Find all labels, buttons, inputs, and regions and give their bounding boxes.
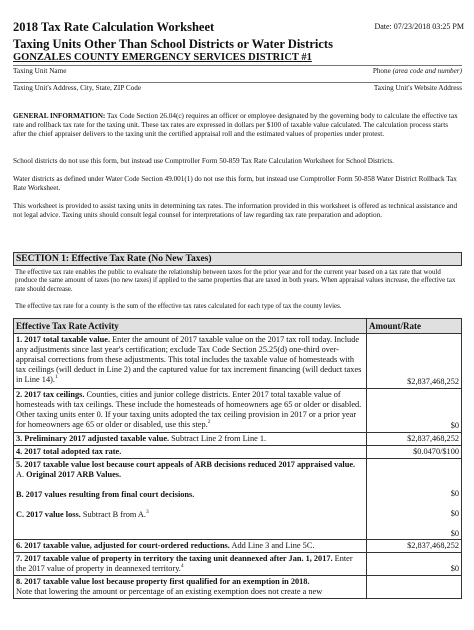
- line-6-amount: $2,837,468,252: [367, 540, 462, 553]
- section1-intro: The effective tax rate enables the public to evaluate the relationship between taxes for the prior year and for the current year based on a tax rate that would produce the same amount of taxes (no new taxes) if applied to the same properties that are taxed in both years. When appraisal values increase, the effective tax rate should decrease.: [15, 269, 456, 293]
- table-row: [14, 334, 462, 389]
- line-8-amount: [367, 576, 462, 599]
- worksheet-title: 2018 Tax Rate Calculation Worksheet: [13, 20, 215, 34]
- table-row: [14, 459, 462, 540]
- line-4-amount: $0.0470/$100: [367, 446, 462, 459]
- line-8-description: 8. 2017 taxable value lost because property first qualified for an exemption in 2018. Note that lowering the amount or percentage of an existing exemption does not create a new: [14, 576, 367, 599]
- line-5c-label: C. 2017 value loss. Subtract B from A.$^3$: [16, 509, 149, 519]
- line-3-description: 3. Preliminary 2017 adjusted taxable value. Subtract Line 2 from Line 1.: [14, 433, 367, 446]
- water-district-note: Water districts as defined under Water Code Section 49.001(1) do not use this form, but instead use Comptroller Form 50-858 Water District Rollback Tax Rate Worksheet.: [13, 175, 457, 192]
- divider: [13, 65, 462, 66]
- general-information-text: Tax Code Section 26.04(c) requires an officer or employee designated by the governing body to calculate the effective tax rate and rollback tax rate for the taxing unit. These tax rates are expressed in dollars per $100 of taxable value calculated. The calculation process starts after the chief appraiser delivers to the taxing unit the certified appraisal roll and the estimated values of properties under protest.: [13, 112, 458, 138]
- line-5c-amount: $0: [450, 529, 459, 538]
- section1-county-note: The effective tax rate for a county is the sum of the effective tax rates calculated for each type of tax the county levies.: [15, 303, 342, 310]
- worksheet-subtitle: Taxing Units Other Than School Districts or Water Districts: [13, 37, 333, 51]
- line-4-description: 4. 2017 total adopted tax rate.: [14, 446, 367, 459]
- table-row: [14, 433, 462, 446]
- table-header: [14, 319, 462, 334]
- print-date: Date: 07/23/2018 03:25 PM: [374, 22, 464, 31]
- table-row: [14, 446, 462, 459]
- table-row: [14, 576, 462, 599]
- line-5b-label: B. 2017 values resulting from final court decisions.: [16, 490, 195, 499]
- assistance-disclaimer: This worksheet is provided to assist taxing units in determining tax rates. The information provided in this worksheet is offered as technical assistance and not legal advice. Taxing units should consult legal counsel for interpretations of law regarding tax rate preparation and adoption.: [13, 202, 458, 219]
- district-name: GONZALES COUNTY EMERGENCY SERVICES DISTRICT #1: [13, 52, 312, 63]
- line-2-amount: $0: [367, 389, 462, 433]
- line-2-description: 2. 2017 tax ceilings. Counties, cities and junior college districts. Enter 2017 total taxable value of homesteads with tax ceilings. These include the homesteads of homeowners age 65 or older or disabled. Other taxing units enter 0. If your taxing units adopted the tax ceiling provision in 2017 or a prior year for homeowners age 65 or older or disabled, use this step.$^2$: [14, 389, 367, 433]
- line-7-description: 7. 2017 taxable value of property in territory the taxing unit deannexed after Jan. 1, 2017. Enter the 2017 value of property in deannexed territory.$^4$: [14, 553, 367, 576]
- line-3-amount: $2,837,468,252: [367, 433, 462, 446]
- line-5-description: [14, 459, 367, 540]
- unit-name-label: Taxing Unit Name: [13, 67, 67, 75]
- line-1-amount: $2,837,468,252: [367, 334, 462, 389]
- line-5b-amount: $0: [450, 509, 459, 518]
- column-header-amount: Amount/Rate: [367, 319, 462, 334]
- line-5-amounts: [367, 459, 462, 540]
- effective-tax-rate-table: [13, 318, 462, 599]
- line-1-description: 1. 2017 total taxable value. Enter the amount of 2017 taxable value on the 2017 tax roll today. Include any adjustments since last year's certification; exclude Tax Code Section 25.25(d) one-third over-appraisal corrections from these adjustments. This total includes the taxable value of homesteads with tax ceilings (will deduct in Line 2) and the captured value for tax increment financing (will deduct taxes in Line 14).$^1$: [14, 334, 367, 389]
- line-5-title: 5. 2017 taxable value lost because court appeals of ARB decisions reduced 2017 appraised value.: [16, 460, 356, 469]
- line-5a-amount: $0: [450, 489, 459, 498]
- line-5a-label: A. Original 2017 ARB Values.: [16, 470, 122, 479]
- general-information-label: GENERAL INFORMATION:: [13, 112, 106, 120]
- divider: [13, 82, 462, 83]
- table-row: [14, 553, 462, 576]
- table-row: [14, 540, 462, 553]
- phone-label: Phone (area code and number): [372, 67, 462, 75]
- address-label: Taxing Unit's Address, City, State, ZIP Code: [13, 84, 142, 92]
- school-district-note: School districts do not use this form, but instead use Comptroller Form 50-859 Tax Rate Calculation Worksheet for School Districts.: [13, 157, 394, 165]
- general-information: [13, 112, 458, 138]
- website-label: Taxing Unit's Website Address: [373, 84, 462, 92]
- section1-title: SECTION 1: Effective Tax Rate (No New Taxes): [13, 252, 462, 266]
- table-row: [14, 389, 462, 433]
- line-7-amount: $0: [367, 553, 462, 576]
- column-header-activity: Effective Tax Rate Activity: [14, 319, 367, 334]
- line-6-description: 6. 2017 taxable value, adjusted for court-ordered reductions. Add Line 3 and Line 5C.: [14, 540, 367, 553]
